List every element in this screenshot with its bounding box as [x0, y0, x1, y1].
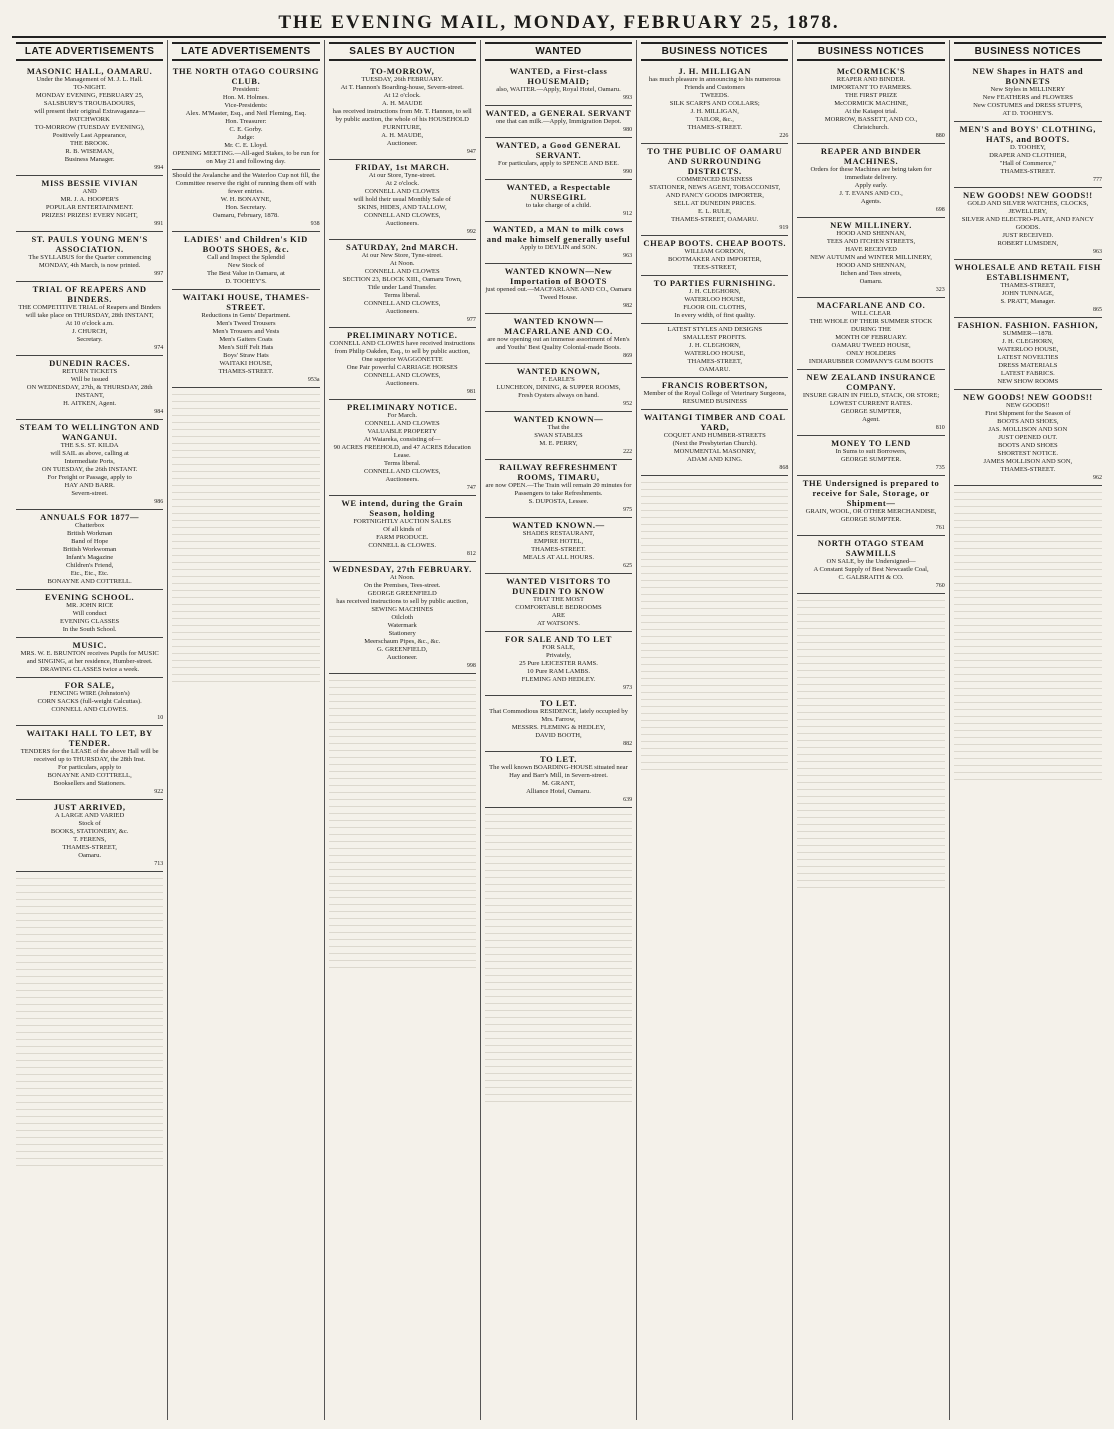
ad-lines: For March. CONNELL AND CLOWES VALUABLE PROPERTY At Waiareka, consisting of— 90 ACRES FREEHOLD, and 47 ACRES Education Lease. Terms liberal. CONNELL AND CLOWES, Auctioneers. — [333, 412, 471, 483]
ad-ref: 226 — [779, 133, 789, 139]
ad-ref: 323 — [935, 287, 945, 293]
advertisement — [485, 64, 632, 106]
ad-title: WANTED, a MAN to milk cows and make himself generally useful — [486, 224, 631, 244]
advertisement — [485, 460, 632, 518]
advertisement — [641, 410, 788, 476]
advertisement — [797, 436, 944, 476]
masthead — [12, 6, 1106, 38]
ad-ref: 698 — [935, 207, 945, 213]
ad-lines: FENCING WIRE (Johnston's) CORN SACKS (full-weight Calcuttas). CONNELL AND CLOWES. — [37, 690, 142, 713]
ad-lines: GOLD AND SILVER WATCHES, CLOCKS, JEWELLERY, SILVER AND ELECTRO-PLATE, AND FANCY GOODS. JUST RECEIVED. ROBERT LUMSDEN, — [961, 200, 1094, 247]
ad-title: WANTED KNOWN, — [516, 366, 601, 376]
advertisement — [485, 106, 632, 138]
ad-ref: 953a — [307, 377, 320, 383]
advertisement — [485, 138, 632, 180]
advertisement — [485, 412, 632, 460]
column-filler — [954, 486, 1102, 786]
advertisement — [797, 144, 944, 218]
ad-title: NORTH OTAGO STEAM SAWMILLS — [817, 538, 925, 558]
ad-title: FOR SALE, — [64, 680, 115, 690]
column-4 — [481, 40, 637, 1420]
ad-title: WAITAKI HOUSE, THAMES-STREET. — [182, 292, 310, 312]
ad-title: TO PARTIES FURNISHING. — [653, 278, 776, 288]
ad-ref: 812 — [466, 551, 476, 557]
ad-title: PRELIMINARY NOTICE. — [346, 402, 458, 412]
ad-title: TO THE PUBLIC OF OAMARU AND SURROUNDING DISTRICTS. — [647, 146, 783, 176]
advertisement — [485, 180, 632, 222]
columns — [12, 40, 1106, 1420]
advertisement — [16, 800, 163, 872]
ad-lines: SHADES RESTAURANT, EMPIRE HOTEL, THAMES-STREET. MEALS AT ALL HOURS. — [522, 530, 595, 561]
ad-ref: 868 — [779, 465, 789, 471]
advertisement — [954, 188, 1102, 260]
ad-lines: FORTNIGHTLY AUCTION SALES Of all kinds of FARM PRODUCE. CONNELL & CLOWES. — [353, 518, 451, 549]
advertisement — [172, 64, 319, 170]
column-5 — [637, 40, 793, 1420]
ad-ref: 977 — [466, 317, 476, 323]
ad-ref: 962 — [1092, 475, 1102, 481]
ad-lines: INSURE GRAIN IN FIELD, STACK, OR STORE; LOWEST CURRENT RATES. GEORGE SUMPTER, Agent. — [802, 392, 940, 423]
ad-lines: Member of the Royal College of Veterinary Surgeons, RESUMED BUSINESS — [643, 390, 787, 405]
ad-lines: That the SWAN STABLES M. E. PERRY, — [534, 424, 583, 447]
ad-title: EVENING SCHOOL. — [44, 592, 135, 602]
ad-ref: 865 — [1092, 307, 1102, 313]
advertisement — [329, 496, 476, 562]
ad-ref: 963 — [623, 253, 633, 259]
ad-ref: 639 — [623, 797, 633, 803]
column-heading: BUSINESS NOTICES — [641, 42, 788, 61]
ad-lines: TUESDAY, 26th FEBRUARY. At T. Hannon's Boarding-house, Severn-street. At 12 o'clock. A. H. MAUDE has received instructions from Mr. T. Hannon, to sell by public auction, the whole of his HOUSEHOLD FURNITURE, A. H. MAUDE, Auctioneer. — [332, 76, 472, 147]
column-heading: BUSINESS NOTICES — [954, 42, 1102, 61]
ad-title: THE NORTH OTAGO COURSING CLUB. — [172, 66, 320, 86]
ad-title: MEN'S and BOYS' CLOTHING, HATS, and BOOTS. — [959, 124, 1097, 144]
ad-lines: GRAIN, WOOL, OR OTHER MERCHANDISE, GEORGE SUMPTER. — [805, 508, 937, 523]
ad-ref: 974 — [154, 345, 164, 351]
column-filler — [641, 476, 788, 776]
advertisement — [485, 632, 632, 696]
ad-lines: REAPER AND BINDER. IMPORTANT TO FARMERS. THE FIRST PRIZE McCORMICK MACHINE, At the Kaiapoi trial. MORROW, BASSETT, AND CO., Christchurch. — [824, 76, 918, 131]
ad-title: WANTED KNOWN—New Importation of BOOTS — [504, 266, 613, 286]
advertisement — [641, 378, 788, 410]
ad-title: TO-MORROW, — [370, 66, 435, 76]
advertisement — [172, 170, 319, 232]
column-heading: SALES BY AUCTION — [329, 42, 476, 61]
advertisement — [485, 264, 632, 314]
ad-lines: just opened out.—MACFARLANE AND CO., Oamaru Tweed House. — [485, 286, 632, 301]
ad-title: FOR SALE AND TO LET — [504, 634, 612, 644]
advertisement — [16, 638, 163, 678]
ad-ref: 922 — [154, 789, 164, 795]
ad-title: WE intend, during the Grain Season, holding — [341, 498, 464, 518]
advertisement — [797, 64, 944, 144]
ad-title: WAITANGI TIMBER AND COAL YARD, — [643, 412, 786, 432]
ad-lines: THE S.S. ST. KILDA will SAIL as above, calling at Intermediate Ports, ON TUESDAY, the 26th INSTANT. For Freight or Passage, apply to HAY AND BARR. Severn-street. — [41, 442, 138, 497]
ad-lines: Call and Inspect the Splendid New Stock of The Best Value in Oamaru, at D. TOOHEY'S. — [206, 254, 285, 285]
column-heading: LATE ADVERTISEMENTS — [16, 42, 163, 61]
ad-lines: also, WAITER.—Apply, Royal Hotel, Oamaru. — [496, 86, 621, 93]
ad-ref: 947 — [466, 149, 476, 155]
advertisement — [16, 176, 163, 232]
advertisement — [641, 144, 788, 236]
ad-ref: 990 — [623, 169, 633, 175]
ad-ref: 777 — [1092, 177, 1102, 183]
advertisement — [485, 574, 632, 632]
advertisement — [641, 64, 788, 144]
advertisement — [797, 476, 944, 536]
ad-ref: 986 — [154, 499, 164, 505]
ad-ref: 625 — [623, 563, 633, 569]
ad-lines: President: Hon. M. Holmes. Vice-Presidents: Alex. M'Master, Esq., and Neil Fleming, Esq. Hon. Treasurer: C. E. Gorby. Judge: Mr. C. E. Lloyd. OPENING MEETING.—All-aged Stakes, to be run for on May 21 and following day. — [172, 86, 320, 165]
ad-title: REAPER AND BINDER MACHINES. — [820, 146, 922, 166]
ad-title: MACFARLANE AND CO. — [816, 300, 926, 310]
ad-ref: 912 — [623, 211, 633, 217]
ad-ref: 963 — [1092, 249, 1102, 255]
ad-ref: 992 — [466, 229, 476, 235]
ad-lines: FOR SALE, Privately, 25 Pure LEICESTER RAMS. 10 Pure RAM LAMBS. FLEMING AND HEDLEY. — [519, 644, 598, 683]
ad-title: MISS BESSIE VIVIAN — [41, 178, 138, 188]
ad-lines: At our New Store, Tyne-street. At Noon. CONNELL AND CLOWES SECTION 23, BLOCK XIII., Oamaru Town, Title under Land Transfer. Terms liberal. CONNELL AND CLOWES, Auctioneers. — [342, 252, 462, 315]
advertisement — [641, 324, 788, 378]
ad-lines: The well known BOARDING-HOUSE situated near Hay and Barr's Mill, in Severn-street. M. GRANT, Alliance Hotel, Oamaru. — [489, 764, 628, 795]
advertisement — [329, 400, 476, 496]
column-6 — [793, 40, 949, 1420]
ad-lines: LATEST STYLES AND DESIGNS SMALLEST PROFITS. J. H. CLEGHORN, WATERLOO HOUSE, THAMES-STREET, OAMARU. — [667, 326, 763, 373]
ad-title: MASONIC HALL, OAMARU. — [26, 66, 153, 76]
ad-title: TRIAL OF REAPERS AND BINDERS. — [32, 284, 147, 304]
ad-lines: AND MR. J. A. HOOPER'S POPULAR ENTERTAINMENT. PRIZES! PRIZES! EVERY NIGHT, — [41, 188, 138, 219]
ad-ref: 998 — [466, 663, 476, 669]
ad-title: DUNEDIN RACES. — [49, 358, 131, 368]
ad-lines: Orders for these Machines are being taken for immediate delivery. Apply early. J. T. EVANS AND CO., Agents. — [810, 166, 932, 205]
ad-lines: COQUET AND HUMBER-STREETS (Next the Presbyterian Church). MONUMENTAL MASONRY, ADAM AND KING. — [663, 432, 766, 463]
advertisement — [641, 236, 788, 276]
ad-lines: A LARGE AND VARIED Stock of BOOKS, STATIONERY, &c. T. FERENS, THAMES-STREET, Oamaru. — [50, 812, 129, 859]
ad-lines: HOOD AND SHENNAN, TEES AND ITCHEN STREETS, HAVE RECEIVED NEW AUTUMN and WINTER MILLINERY, HOOD AND SHENNAN, Itchen and Tees streets, Oamaru. — [810, 230, 932, 285]
ad-lines: ON SALE, by the Undersigned— A Constant Supply of Best Newcastle Coal, C. GALBRAITH & CO. — [813, 558, 929, 581]
ad-ref: 222 — [623, 449, 633, 455]
advertisement — [954, 122, 1102, 188]
column-heading: WANTED — [485, 42, 632, 61]
advertisement — [16, 510, 163, 590]
advertisement — [797, 370, 944, 436]
ad-lines: COMMENCED BUSINESS STATIONER, NEWS AGENT, TOBACCONIST, AND FANCY GOODS IMPORTER, SELL AT DUNEDIN PRICES. E. L. RULE, THAMES-STREET, OAMARU. — [649, 176, 781, 223]
ad-title: RAILWAY REFRESHMENT ROOMS, TIMARU, — [499, 462, 618, 482]
ad-title: WANTED, a First-class HOUSEMAID; — [509, 66, 608, 86]
advertisement — [485, 696, 632, 752]
advertisement — [797, 298, 944, 370]
ad-lines: In Sums to suit Borrowers, GEORGE SUMPTER. — [835, 448, 907, 463]
ad-lines: WILL CLEAR THE WHOLE OF THEIR SUMMER STOCK DURING THE MONTH OF FEBRUARY. OAMARU TWEED HOUSE, ONLY HOLDERS INDIARUBBER COMPANY'S GUM BOOTS — [808, 310, 934, 365]
ad-lines: RETURN TICKETS Will be issued ON WEDNESDAY, 27th, & THURSDAY, 28th INSTANT, H. AITKEN, Agent. — [26, 368, 153, 407]
advertisement — [641, 276, 788, 324]
ad-lines: The SYLLABUS for the Quarter commencing MONDAY, 4th March, is now printed. — [28, 254, 151, 269]
ad-lines: Reductions in Gents' Department. Men's Tweed Trousers Men's Trousers and Vests Men's Gaiters Coats Men's Stiff Felt Hats Boys' Straw Hats WAITAKI HOUSE, THAMES-STREET. — [201, 312, 291, 375]
ad-title: WANTED KNOWN.— — [512, 520, 605, 530]
ad-title: FRIDAY, 1st MARCH. — [355, 162, 450, 172]
advertisement — [485, 518, 632, 574]
column-filler — [16, 872, 163, 1172]
ad-ref: 980 — [623, 127, 633, 133]
ad-title: J. H. MILLIGAN — [678, 66, 752, 76]
ad-lines: At Noon. On the Premises, Tees-street. GEORGE GREENFIELD has received instructions to sell by public auction, SEWING MACHINES Oilcloth Watermark Stationery Meerschaum Pipes, &c., &c. G. GREENFIELD, Auctioneer. — [336, 574, 469, 661]
ad-lines: to take charge of a child. — [525, 202, 592, 209]
ad-lines: New Styles in MILLINERY New FEATHERS and FLOWERS New COSTUMES and DRESS STUFFS, AT D. TOOHEY'S. — [973, 86, 1083, 117]
ad-ref: 10 — [157, 715, 164, 721]
ad-lines: NEW GOODS!! First Shipment for the Season of BOOTS AND SHOES, JAS. MOLLISON AND SON JUST OPENED OUT. BOOTS AND SHOES SHORTEST NOTICE. JAMES MOLLISON AND SON, THAMES-STREET. — [983, 402, 1073, 473]
column-filler — [329, 674, 476, 974]
advertisement — [329, 328, 476, 400]
advertisement — [16, 590, 163, 638]
advertisement — [954, 318, 1102, 390]
ad-lines: F. EARLE'S LUNCHEON, DINING, & SUPPER ROOMS, Fresh Oysters always on hand. — [496, 376, 621, 399]
ad-ref: 938 — [310, 221, 320, 227]
advertisement — [485, 314, 632, 364]
ad-lines: one that can milk.—Apply, Immigration Depot. — [495, 118, 622, 125]
column-3 — [325, 40, 481, 1420]
ad-ref: 981 — [466, 389, 476, 395]
ad-title: NEW ZEALAND INSURANCE COMPANY. — [806, 372, 936, 392]
ad-title: NEW GOODS! NEW GOODS!! — [962, 190, 1093, 200]
ad-lines: MR. JOHN RICE Will conduct EVENING CLASSES In the South School. — [60, 602, 120, 633]
ad-ref: 991 — [154, 221, 164, 227]
advertisement — [954, 260, 1102, 318]
advertisement — [954, 390, 1102, 486]
ad-ref: 713 — [154, 861, 164, 867]
page-title: THE EVENING MAIL, MONDAY, FEBRUARY 25, 1878. — [278, 12, 840, 33]
ad-title: NEW MILLINERY. — [830, 220, 912, 230]
ad-title: WANTED, a GENERAL SERVANT — [485, 108, 632, 118]
column-heading: LATE ADVERTISEMENTS — [172, 42, 319, 61]
ad-title: WAITAKI HALL TO LET, BY TENDER. — [26, 728, 153, 748]
ad-title: WANTED, a Respectable NURSEGIRL — [506, 182, 611, 202]
ad-title: SATURDAY, 2nd MARCH. — [346, 242, 459, 252]
ad-ref: 997 — [154, 271, 164, 277]
ad-title: PRELIMINARY NOTICE. — [346, 330, 458, 340]
ad-lines: J. H. CLEGHORN, WATERLOO HOUSE, FLOOR OIL CLOTHS, In every width, of first quality. — [674, 288, 756, 319]
ad-title: JUST ARRIVED, — [53, 802, 126, 812]
advertisement — [16, 282, 163, 356]
ad-title: WHOLESALE AND RETAIL FISH ESTABLISHMENT, — [954, 262, 1101, 282]
ad-ref: 982 — [623, 303, 633, 309]
ad-title: NEW GOODS! NEW GOODS!! — [962, 392, 1093, 402]
ad-title: WEDNESDAY, 27th FEBRUARY. — [332, 564, 472, 574]
advertisement — [16, 356, 163, 420]
ad-ref: 952 — [623, 401, 633, 407]
ad-ref: 994 — [154, 165, 164, 171]
ad-title: CHEAP BOOTS. CHEAP BOOTS. — [643, 238, 787, 248]
column-2 — [168, 40, 324, 1420]
ad-lines: THE COMPETITIVE TRIAL of Reapers and Binders will take place on THURSDAY, 28th INSTANT, At 10 o'clock a.m. J. CHURCH, Secretary. — [18, 304, 161, 343]
ad-lines: Apply to DEVLIN and SON. — [519, 244, 598, 251]
column-heading: BUSINESS NOTICES — [797, 42, 944, 61]
ad-ref: 761 — [935, 525, 945, 531]
ad-lines: MRS. W. E. BRUNTON receives Pupils for MUSIC and SINGING, at her residence, Humber-street. DRAWING CLASSES twice a week. — [20, 650, 159, 673]
ad-lines: CONNELL AND CLOWES have received instructions from Philip Oakden, Esq., to sell by public auction, One superior WAGGONETTE One Pair powerful CARRIAGE HORSES CONNELL AND CLOWES, Auctioneers. — [329, 340, 475, 387]
ad-ref: 993 — [623, 95, 633, 101]
advertisement — [329, 160, 476, 240]
ad-ref: 735 — [935, 465, 945, 471]
ad-lines: are now OPEN.—The Train will remain 20 minutes for Passengers to take Refreshments. S. DUPOSTA, Lessee. — [485, 482, 632, 505]
ad-title: WANTED, a Good GENERAL SERVANT. — [495, 140, 622, 160]
ad-title: STEAM TO WELLINGTON AND WANGANUI. — [19, 422, 160, 442]
ad-title: LADIES' and Children's KID BOOTS SHOES, &c. — [183, 234, 308, 254]
advertisement — [16, 64, 163, 176]
ad-title: ST. PAULS YOUNG MEN'S ASSOCIATION. — [31, 234, 148, 254]
ad-lines: WILLIAM GORDON, BOOTMAKER AND IMPORTER, TEES-STREET, — [667, 248, 762, 271]
advertisement — [16, 678, 163, 726]
ad-ref: 919 — [779, 225, 789, 231]
ad-lines: TENDERS for the LEASE of the above Hall will be received up to THURSDAY, the 28th Inst. For particulars, apply to BONAYNE AND COTTRELL, Booksellers and Stationers. — [20, 748, 159, 787]
ad-title: ANNUALS FOR 1877— — [40, 512, 140, 522]
column-1 — [12, 40, 168, 1420]
ad-title: MONEY TO LEND — [831, 438, 911, 448]
ad-title: MUSIC. — [72, 640, 107, 650]
advertisement — [329, 240, 476, 328]
advertisement — [329, 562, 476, 674]
advertisement — [485, 364, 632, 412]
advertisement — [797, 218, 944, 298]
ad-ref: 869 — [623, 353, 633, 359]
ad-ref: 984 — [154, 409, 164, 415]
advertisement — [16, 726, 163, 800]
ad-lines: That Commodious RESIDENCE, lately occupied by Mrs. Farrow, MESSRS. FLEMING & HEDLEY, DAVID BOOTH, — [489, 708, 628, 739]
ad-ref: 760 — [935, 583, 945, 589]
ad-title: McCORMICK'S — [836, 66, 906, 76]
ad-ref: 880 — [935, 133, 945, 139]
advertisement — [797, 536, 944, 594]
ad-title: FRANCIS ROBERTSON, — [661, 380, 768, 390]
ad-lines: D. TOOHEY, DRAPER AND CLOTHIER, "Hall of Commerce," THAMES-STREET. — [989, 144, 1067, 175]
ad-lines: Chatterbox British Workman Band of Hope British Workwoman Infant's Magazine Children's Friend, Etc., Etc., Etc. BONAYNE AND COTTRELL. — [47, 522, 132, 585]
ad-title: THE Undersigned is prepared to receive for Sale, Storage, or Shipment— — [802, 478, 940, 508]
ad-lines: At our Store, Tyne-street. At 2 o'clock. CONNELL AND CLOWES will hold their usual Monthly Sale of SKINS, HIDES, AND TALLOW, CONNELL AND CLOWES, Auctioneers. — [353, 172, 451, 227]
ad-title: TO LET. — [540, 754, 577, 764]
ad-lines: For particulars, apply to SPENCE AND BEE. — [498, 160, 619, 167]
advertisement — [329, 64, 476, 160]
ad-ref: 973 — [623, 685, 633, 691]
ad-lines: Should the Avalanche and the Waterloo Cup not fill, the Committee reserve the right of running them off with fewer entries. W. H. BONAYNE, Hon. Secretary. Oamaru, February, 1878. — [172, 172, 320, 219]
ad-lines: THAMES-STREET, JOHN TUNNAGE, S. PRATT, Manager. — [1000, 282, 1056, 305]
ad-title: FASHION. FASHION. FASHION, — [957, 320, 1099, 330]
advertisement — [172, 290, 319, 388]
column-filler — [797, 594, 944, 894]
ad-lines: Under the Management of M. J. L. Hall. TO-NIGHT. MONDAY EVENING, FEBRUARY 25, SALSBURY'S TROUBADOURS, will present their original Extravaganza— PATCHWORK TO-MORROW (TUESDAY EVENING), Positively Last Appearance, THE BROOK. R. B. WISEMAN, Business Manager. — [34, 76, 146, 163]
ad-title: WANTED VISITORS TO DUNEDIN TO KNOW — [506, 576, 611, 596]
column-7 — [950, 40, 1106, 1420]
ad-ref: 810 — [935, 425, 945, 431]
ad-title: WANTED KNOWN— — [513, 414, 604, 424]
ad-ref: 882 — [623, 741, 633, 747]
advertisement — [16, 420, 163, 510]
column-filler — [485, 808, 632, 1108]
advertisement — [954, 64, 1102, 122]
ad-lines: has much pleasure in announcing to his numerous Friends and Customers TWEEDS. SILK SCARFS AND COLLARS; J. H. MILLIGAN, TAILOR, &c., THAMES-STREET. — [648, 76, 781, 131]
ad-ref: 975 — [623, 507, 633, 513]
ad-ref: 747 — [466, 485, 476, 491]
column-filler — [172, 388, 319, 688]
advertisement — [485, 752, 632, 808]
advertisement — [172, 232, 319, 290]
ad-lines: are now opening out an immense assortment of Men's and Youths' Best Quality Colonial-made Boots. — [487, 336, 630, 351]
advertisement — [16, 232, 163, 282]
ad-title: WANTED KNOWN—MACFARLANE AND CO. — [504, 316, 613, 336]
ad-title: NEW Shapes in HATS and BONNETS — [972, 66, 1084, 86]
ad-lines: SUMMER—1878. J. H. CLEGHORN, WATERLOO HOUSE, LATEST NOVELTIES DRESS MATERIALS LATEST FABRICS. NEW SHOW ROOMS — [997, 330, 1059, 385]
advertisement — [485, 222, 632, 264]
ad-lines: THAT THE MOST COMFORTABLE BEDROOMS ARE AT WATSON'S. — [515, 596, 602, 627]
ad-title: TO LET. — [540, 698, 577, 708]
